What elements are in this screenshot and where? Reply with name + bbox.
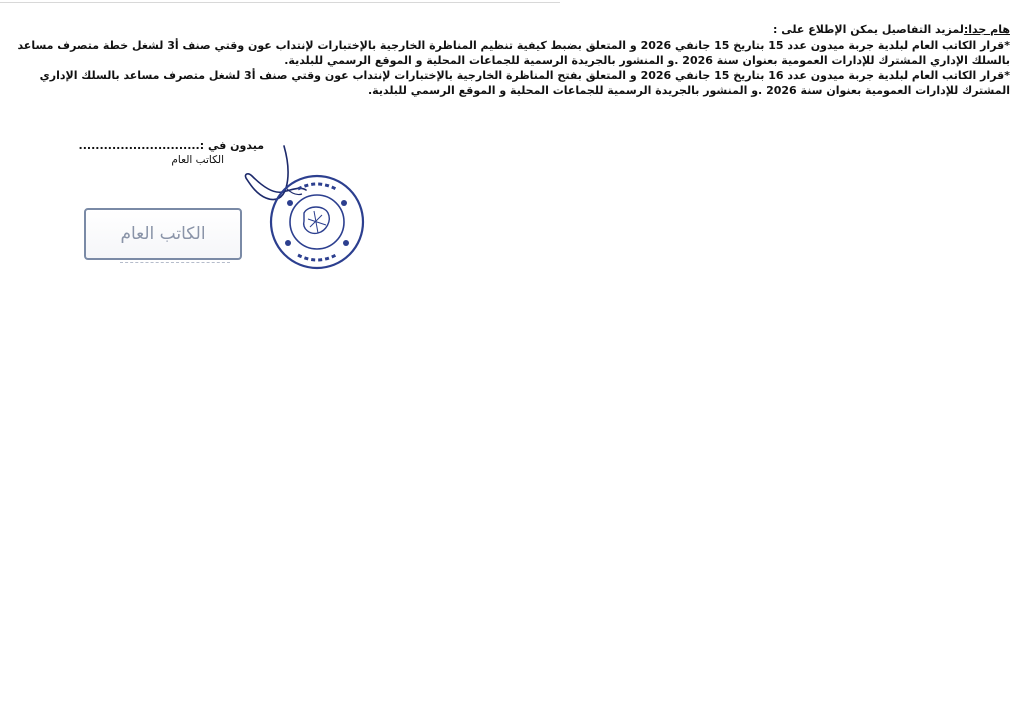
decree-item-1: *قرار الكاتب العام لبلدية جربة ميدون عدد 15 بتاريخ 15 جانفي 2026 و المتعلق بضبط كيفية تنظيم المناظرة الخارجية بالإختبارات لإنتداب عون وقتي صنف أ3 لشغل خطة متصرف مساعد بالسلك الإداري المشترك للإدارات العمومية بعنوان سنة 2026 .و المنشور بالجريدة الرسمية للجماعات المحلية و الموقع الرسمي للبلدية.	[17, 39, 1010, 67]
notice-heading-prefix: هام جدا:	[963, 23, 1010, 36]
place-date-line: ميدون في :.............................	[78, 139, 264, 152]
signatory-name-stamp	[84, 208, 242, 260]
decree-item-2: *قرار الكاتب العام لبلدية جربة ميدون عدد 16 بتاريخ 15 جانفي 2026 و المتعلق بفتح المناظرة الخارجية بالإختبارات لإنتداب عون وقتي صنف أ3 لشغل متصرف مساعد بالسلك الإداري المشترك للإدارات العمومية بعنوان سنة 2026 .و المنشور بالجريدة الرسمية للجماعات المحلية و الموقع الرسمي للبلدية.	[39, 69, 1010, 97]
scan-edge-line	[0, 2, 560, 3]
signatory-title: الكاتب العام	[171, 154, 224, 166]
notice-heading	[10, 22, 1010, 37]
official-seal	[268, 173, 366, 271]
notice-section	[10, 22, 1010, 98]
name-stamp-text: الكاتب العام	[120, 224, 206, 244]
stamp-shadow-line	[120, 262, 230, 267]
notice-heading-text: لمزيد التفاصيل يمكن الإطلاع على :	[773, 23, 964, 36]
